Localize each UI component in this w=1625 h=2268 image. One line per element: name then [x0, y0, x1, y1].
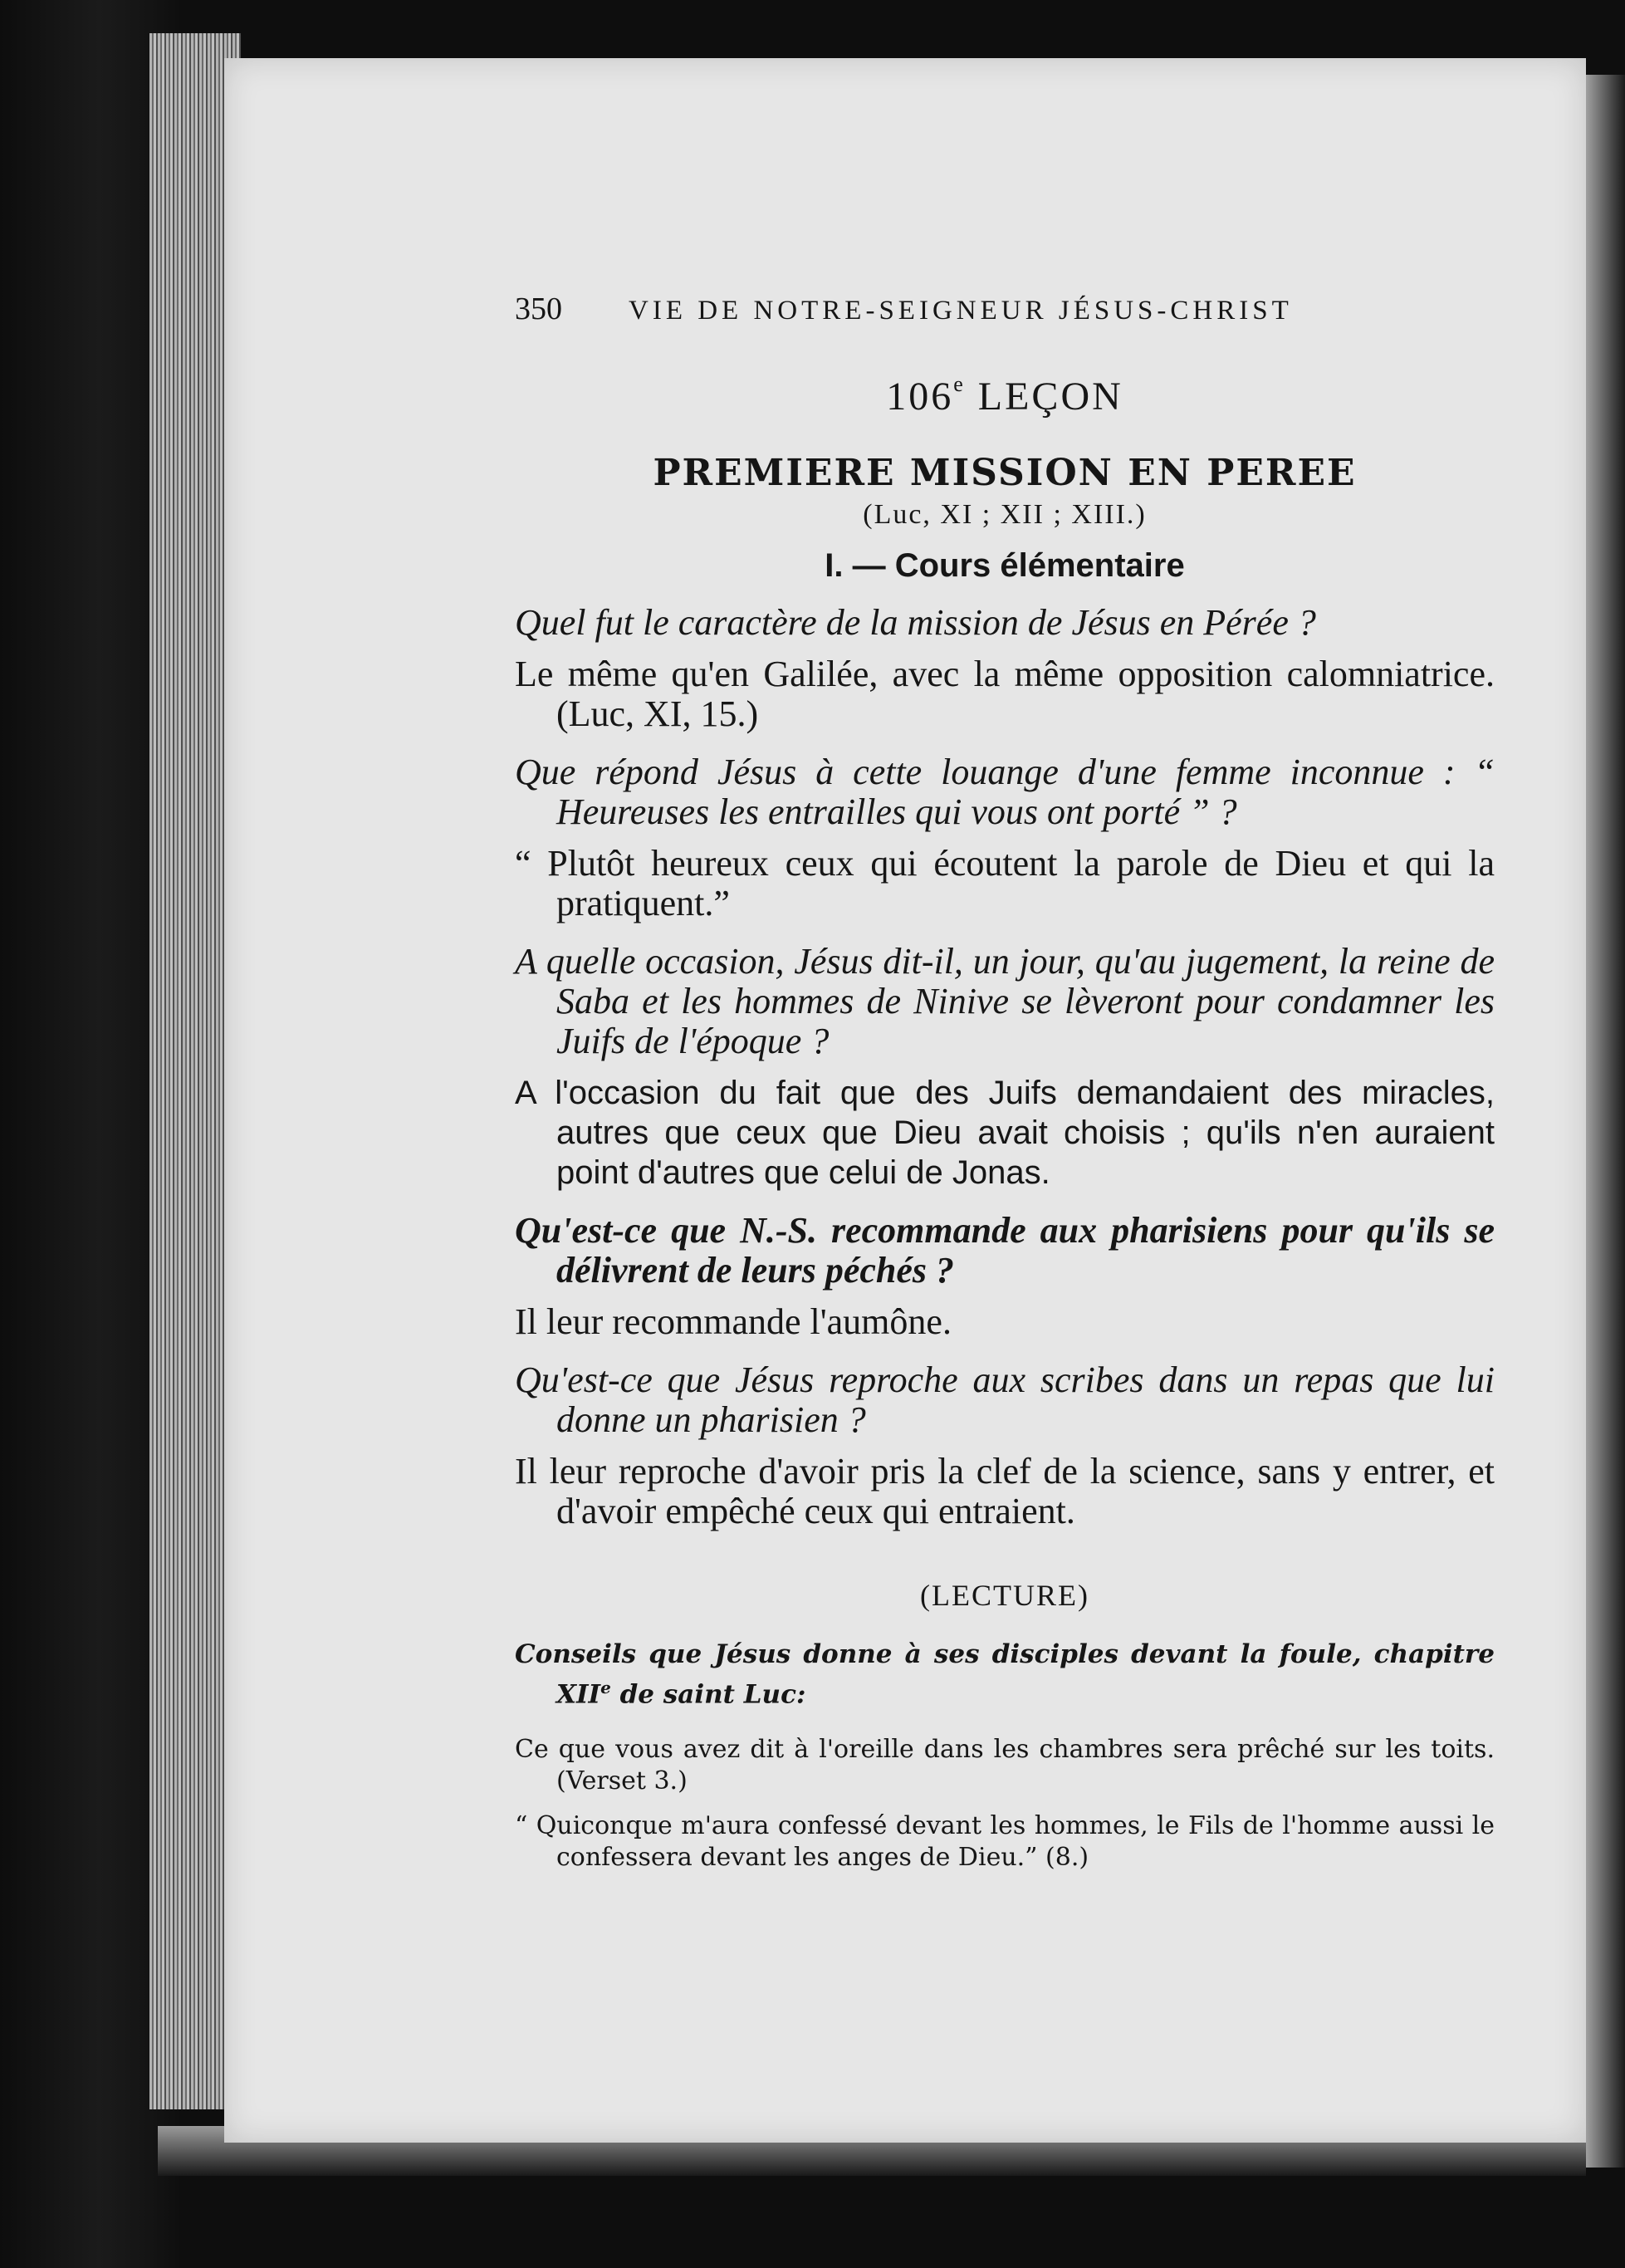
reading-heading: (LECTURE) — [920, 1579, 1089, 1612]
running-title: VIE DE NOTRE-SEIGNEUR JÉSUS-CHRIST — [629, 296, 1293, 326]
lesson-number: 106 — [886, 375, 954, 419]
question-answer-list — [515, 603, 1495, 1531]
reading-intro — [515, 1638, 1495, 1711]
lesson-label: LEÇON — [977, 375, 1123, 419]
reading-verse: Ce que vous avez dit à l'oreille dans les chambres sera prêché sur les toits. (Verset 3.) — [515, 1735, 1495, 1796]
answer: “ Plutôt heureux ceux qui écoutent la parole de Dieu et qui la pratiquent.” — [515, 843, 1495, 923]
reading-intro-superscript: e — [600, 1678, 611, 1697]
question: Que répond Jésus à cette louange d'une femme inconnue : “ Heureuses les entrailles qui vous ont porté ” ? — [515, 752, 1495, 832]
reading-intro-text-end: de saint Luc: — [610, 1679, 806, 1710]
section-heading: I. — Cours élémentaire — [825, 547, 1185, 584]
lesson-number-superscript: e — [953, 372, 966, 396]
answer: A l'occasion du fait que des Juifs demandaient des miracles, autres que ceux que Dieu avait choisis ; qu'ils n'en auraient point d'autres que celui de Jonas. — [515, 1075, 1495, 1191]
lesson-heading — [515, 374, 1495, 427]
question: Qu'est-ce que Jésus reproche aux scribes dans un repas que lui donne un pharisien ? — [515, 1359, 1495, 1440]
question: A quelle occasion, Jésus dit-il, un jour, qu'au jugement, la reine de Saba et les hommes de Ninive se lèveront pour condamner les Juifs de l'époque ? — [515, 941, 1495, 1061]
question: Qu'est-ce que N.-S. recommande aux pharisiens pour qu'ils se délivrent de leurs péchés ? — [515, 1210, 1495, 1291]
chapter-title: PREMIERE MISSION EN PEREE — [653, 452, 1357, 494]
reading-verse: “ Quiconque m'aura confessé devant les hommes, le Fils de l'homme aussi le confessera devant les anges de Dieu.” (8.) — [515, 1811, 1495, 1873]
reading-intro-text: Conseils que Jésus donne à ses disciples devant la foule, chapitre XII — [515, 1639, 1495, 1710]
page-text — [515, 291, 1495, 1874]
running-header — [515, 291, 1495, 340]
answer: Il leur recommande l'aumône. — [515, 1301, 952, 1342]
page-number: 350 — [515, 291, 562, 326]
scripture-references: (Luc, XI ; XII ; XIII.) — [863, 499, 1147, 530]
answer: Il leur reproche d'avoir pris la clef de la science, sans y entrer, et d'avoir empêché ceux qui entraient. — [515, 1451, 1495, 1531]
question: Quel fut le caractère de la mission de Jésus en Pérée ? — [515, 602, 1316, 643]
answer: Le même qu'en Galilée, avec la même opposition calomniatrice. (Luc, XI, 15.) — [515, 654, 1495, 734]
